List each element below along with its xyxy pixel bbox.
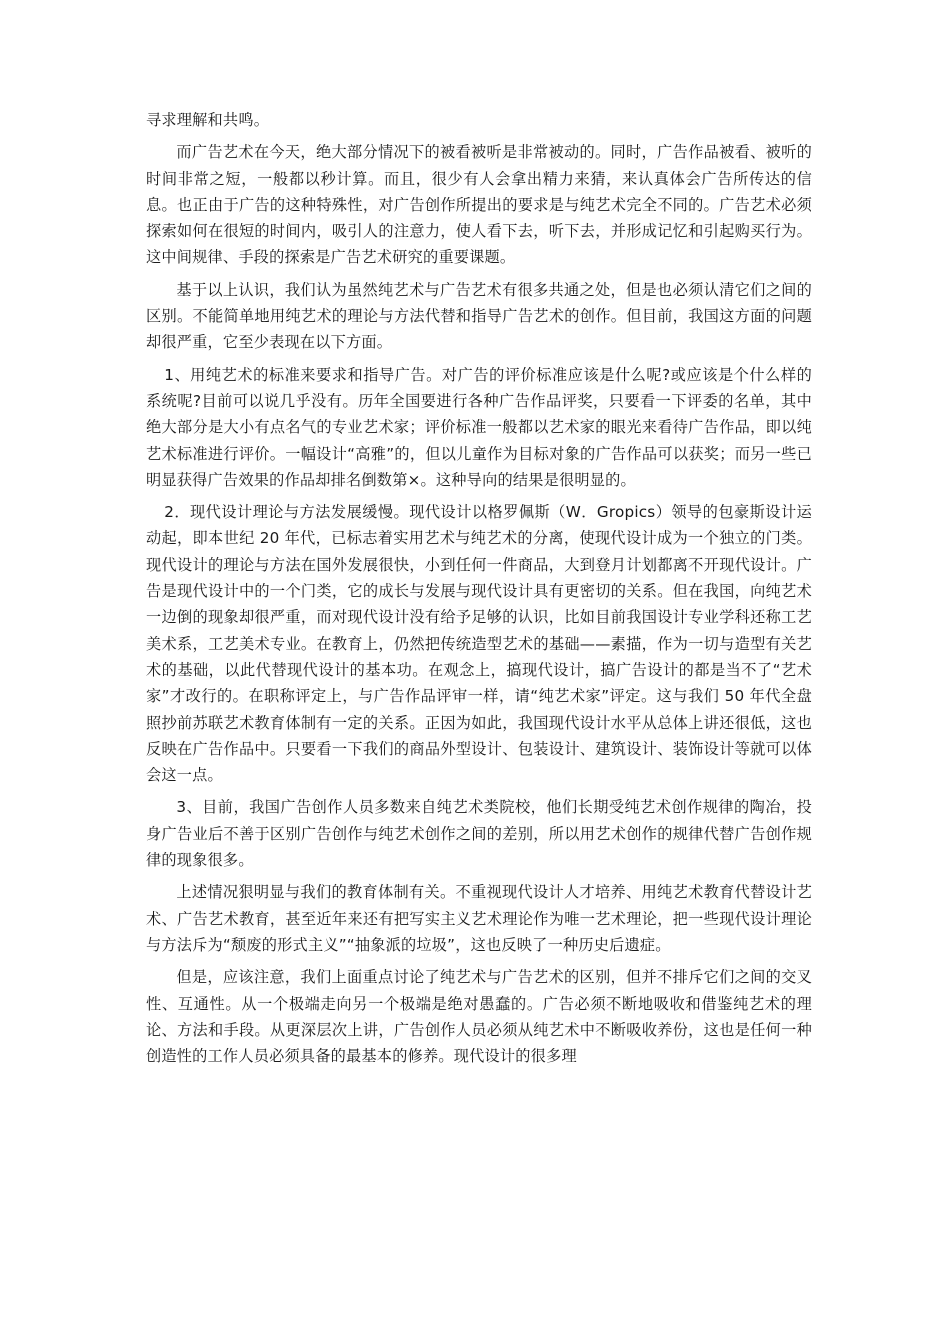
paragraph-continuation: 寻求理解和共鸣。 xyxy=(146,111,270,129)
paragraph-crossover: 但是，应该注意，我们上面重点讨论了纯艺术与广告艺术的区别，但并不排斥它们之间的交叉性、互通性。从一个极端走向另一个极端是绝对愚蠢的。广告必须不断地吸收和借鉴纯艺术的理论、方法和手段。从更深层次上讲，广告创作人员必须从纯艺术中不断吸收养份，这也是任何一种创造性的工作人员必须具备的最基本的修养。现代设计的很多理 xyxy=(146,968,812,1066)
paragraph-education-system: 上述情况狠明显与我们的教育体制有关。不重视现代设计人才培养、用纯艺术教育代替设计艺术、广告艺术教育，甚至近年来还有把写实主义艺术理论作为唯一艺术理论，把一些现代设计理论与方法斥为“颓废的形式主义”“抽象派的垃圾”，这也反映了一种历史后遗症。 xyxy=(146,883,812,954)
paragraph-point-2: 2．现代设计理论与方法发展缓慢。现代设计以格罗佩斯（W．Gropics）领导的包豪斯设计运动起，即本世纪 20 年代，已标志着实用艺术与纯艺术的分离，使现代设计成为一个独立的门类。现代设计的理论与方法在国外发展很快，小到任何一件商品，大到登月计划都离不开现代设计。广告是现代设计中的一个门类，它的成长与发展与现代设计具有更密切的关系。但在我国，向纯艺术一边倒的现象却很严重，而对现代设计没有给予足够的认识，比如目前我国设计专业学科还称工艺美术系，工艺美术专业。在教育上，仍然把传统造型艺术的基础——素描，作为一切与造型有关艺术的基础，以此代替现代设计的基本功。在观念上，搞现代设计，搞广告设计的都是当不了“艺术家”才改行的。在职称评定上，与广告作品评审一样，请“纯艺术家”评定。这与我们 50 年代全盘照抄前苏联艺术教育体制有一定的关系。正因为如此，我国现代设计水平从总体上讲还很低，这也反映在广告作品中。只要看一下我们的商品外型设计、包装设计、建筑设计、装饰设计等就可以体会这一点。 xyxy=(146,503,812,785)
paragraph-advertising-passive: 而广告艺术在今天，绝大部分情况下的被看被听是非常被动的。同时，广告作品被看、被听的时间非常之短，一般都以秒计算。而且，很少有人会拿出精力来猜，来认真体会广告所传达的信息。也正由于广告的这种特殊性，对广告创作所提出的要求是与纯艺术完全不同的。广告艺术必须探索如何在很短的时间内，吸引人的注意力，使人看下去，听下去，并形成记忆和引起购买行为。这中间规律、手段的探索是广告艺术研究的重要课题。 xyxy=(146,143,812,267)
paragraph-distinction: 基于以上认识，我们认为虽然纯艺术与广告艺术有很多共通之处，但是也必须认清它们之间的区别。不能简单地用纯艺术的理论与方法代替和指导广告艺术的创作。但目前，我国这方面的问题却很严重，它至少表现在以下方面。 xyxy=(146,280,812,352)
document-body xyxy=(146,107,812,1075)
paragraph-point-1: 1、用纯艺术的标准来要求和指导广告。对广告的评价标准应该是什么呢?或应该是个什么样的系统呢?目前可以说几乎没有。历年全国要进行各种广告作品评奖，只要看一下评委的名单，其中绝大部分是大小有点名气的专业艺术家；评价标准一般都以艺术家的眼光来看待广告作品，即以纯艺术标准进行评价。一幅设计“高雅”的，但以儿童作为目标对象的广告作品可以获奖；而另一些已明显获得广告效果的作品却排名倒数第×。这种导向的结果是很明显的。 xyxy=(146,365,812,489)
paragraph-point-3: 3、目前，我国广告创作人员多数来自纯艺术类院校，他们长期受纯艺术创作规律的陶冶，投身广告业后不善于区别广告创作与纯艺术创作之间的差别，所以用艺术创作的规律代替广告创作规律的现象很多。 xyxy=(146,798,812,870)
